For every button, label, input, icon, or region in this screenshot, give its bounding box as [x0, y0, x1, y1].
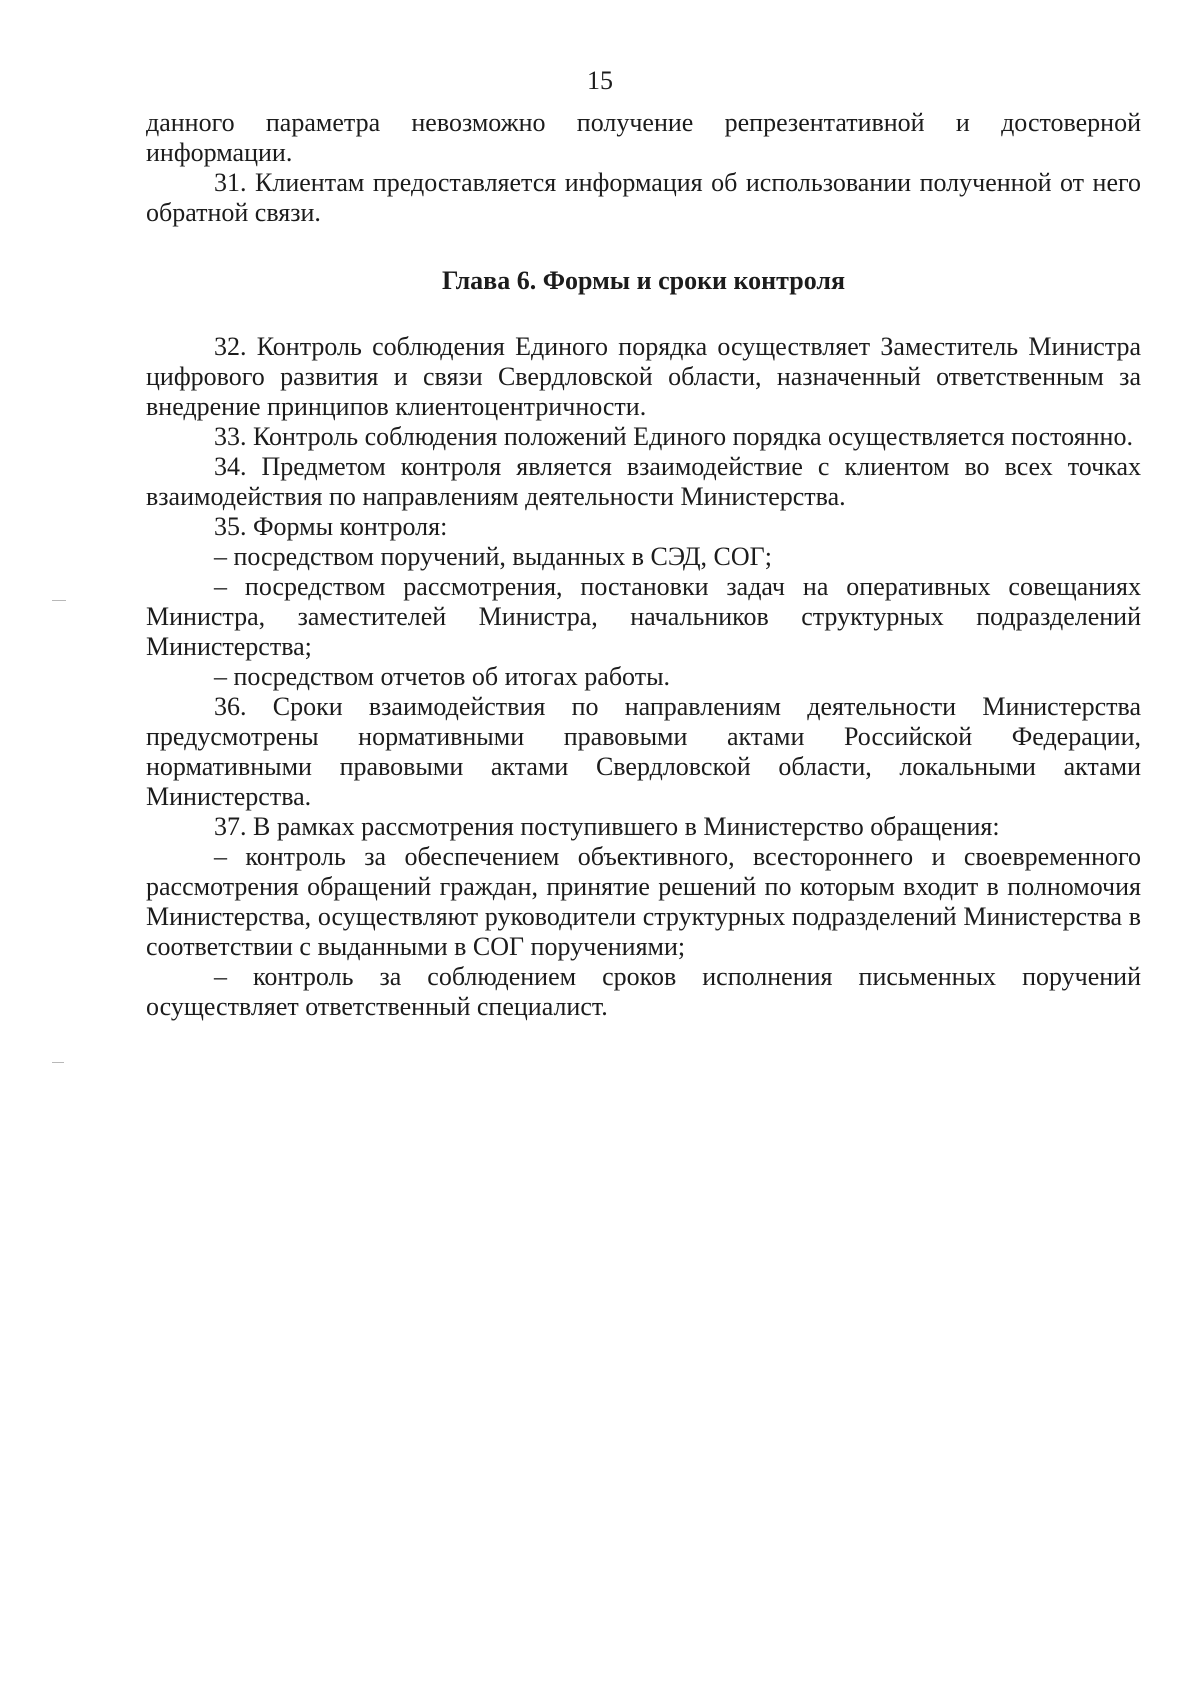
- paragraph-32: 32. Контроль соблюдения Единого порядка осуществляет Заместитель Министра цифрового развития и связи Свердловской области, назначенный ответственным за внедрение принципов клиентоцентричности.: [146, 332, 1141, 421]
- list-item-control-form-2: – посредством рассмотрения, постановки задач на оперативных совещаниях Министра, заместителей Министра, начальников структурных подразделений Министерства;: [146, 572, 1141, 661]
- paragraph-35: 35. Формы контроля:: [214, 512, 448, 541]
- page-number: 15: [587, 66, 613, 95]
- scan-mark: [52, 1062, 64, 1063]
- paragraph-34: 34. Предметом контроля является взаимодействие с клиентом во всех точках взаимодействия по направлениям деятельности Министерства.: [146, 452, 1141, 511]
- scan-mark: [52, 600, 66, 601]
- paragraph-37: 37. В рамках рассмотрения поступившего в Министерство обращения:: [214, 812, 1000, 841]
- list-item-appeal-control-1: – контроль за обеспечением объективного, всестороннего и своевременного рассмотрения обращений граждан, принятие решений по которым входит в полномочия Министерства, осуществляют руководители структурных подразделений Министерства в соответствии с выданными в СОГ поручениями;: [146, 842, 1141, 961]
- paragraph-33: 33. Контроль соблюдения положений Единого порядка осуществляется постоянно.: [214, 422, 1133, 451]
- paragraph-36: 36. Сроки взаимодействия по направлениям деятельности Министерства предусмотрены нормативными правовыми актами Российской Федерации, нормативными правовыми актами Свердловской области, локальными актами Министерства.: [146, 692, 1141, 811]
- list-item-control-form-1: – посредством поручений, выданных в СЭД, СОГ;: [214, 542, 772, 571]
- document-body: [146, 108, 1141, 1022]
- chapter-heading: Глава 6. Формы и сроки контроля: [441, 266, 846, 295]
- paragraph-31: 31. Клиентам предоставляется информация об использовании полученной от него обратной связи.: [146, 168, 1141, 227]
- paragraph-continuation: данного параметра невозможно получение репрезентативной и достоверной информации.: [146, 108, 1141, 167]
- list-item-appeal-control-2: – контроль за соблюдением сроков исполнения письменных поручений осуществляет ответственный специалист.: [146, 962, 1141, 1021]
- list-item-control-form-3: – посредством отчетов об итогах работы.: [214, 662, 671, 691]
